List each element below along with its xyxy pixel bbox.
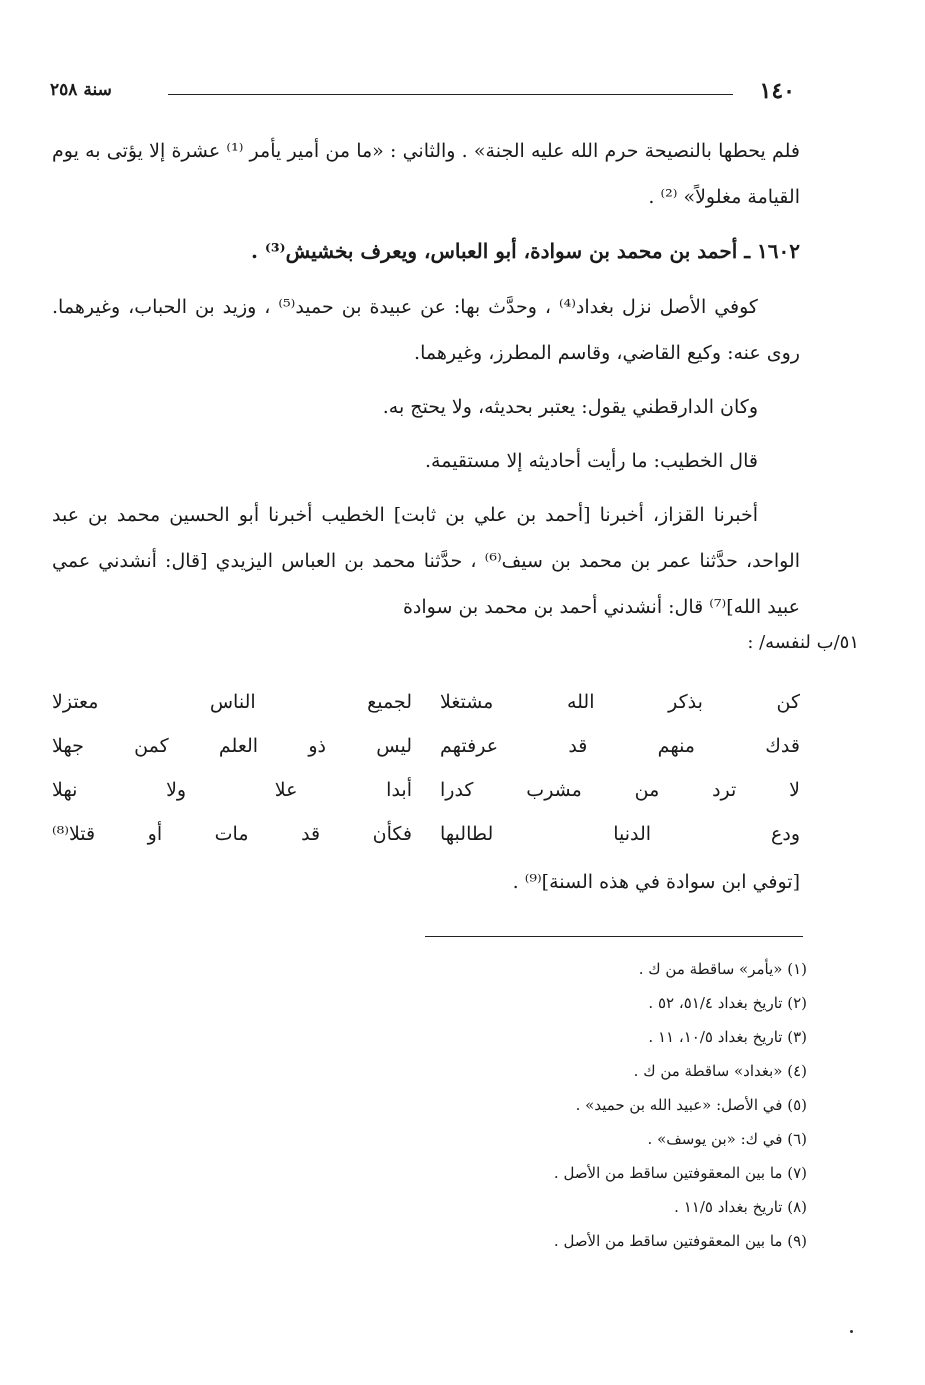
verse-first-hemistich: لا ترد من مشرب كدرا	[440, 779, 800, 801]
margin-folio-note	[747, 632, 859, 653]
poem-verse	[52, 768, 800, 812]
stray-mark	[850, 1330, 853, 1333]
poem	[52, 680, 800, 856]
main-text	[52, 128, 800, 638]
verse-first-hemistich: ودع الدنيا لطالبها	[440, 823, 800, 845]
footnote: (٩) ما بين المعقوفتين ساقط من الأصل .	[553, 1232, 807, 1250]
verse-first-hemistich: قدك منهم قد عرفتهم	[440, 735, 800, 757]
footnote: (٤) «بغداد» ساقطة من ك .	[633, 1062, 807, 1080]
poem-verse	[52, 812, 800, 856]
paragraph-continuation: فلم يحطها بالنصيحة حرم الله عليه الجنة» . والثاني : «ما من أمير يأمر ⁽¹⁾ عشرة إلا يؤتى به يوم القيامة مغلولاً» ⁽²⁾ .	[52, 140, 800, 208]
verse-first-hemistich: كن بذكر الله مشتغلا	[440, 691, 800, 713]
verse-second-hemistich: فكأن قد مات أو قتلا⁽⁸⁾	[52, 823, 412, 845]
footnote: (٧) ما بين المعقوفتين ساقط من الأصل .	[553, 1164, 807, 1182]
folio-marker: ٥١/ب	[816, 632, 859, 653]
footnote-rule	[425, 936, 803, 937]
verse-second-hemistich: لجميع الناس معتزلا	[52, 691, 412, 713]
footnote: (٣) تاريخ بغداد ١٠/٥، ١١ .	[648, 1028, 807, 1046]
isnad-end: لنفسه/ :	[747, 632, 811, 653]
footnote: (٢) تاريخ بغداد ٥١/٤، ٥٢ .	[648, 994, 807, 1012]
entry-heading: ١٦٠٢ ـ أحمد بن محمد بن سوادة، أبو العباس، ويعرف بخشيش⁽³⁾ .	[250, 239, 800, 263]
isnad-text: أخبرنا القزاز، أخبرنا [أحمد بن علي بن ثابت] الخطيب أخبرنا أبو الحسين محمد بن عبد الواحد، حدَّثنا عمر بن محمد بن سيف⁽⁶⁾ ، حدَّثنا محمد بن العباس اليزيدي [قال: أنشدني عمي عبيد الله]⁽⁷⁾ قال: أنشدني أحمد بن محمد بن سوادة	[52, 504, 800, 618]
poem-verse	[52, 680, 800, 724]
paragraph-origin: كوفي الأصل نزل بغداد⁽⁴⁾ ، وحدَّث بها: عن عبيدة بن حميد⁽⁵⁾ ، وزيد بن الحباب، وغيرهما. روى عنه: وكيع القاضي، وقاسم المطرز، وغيرهما.	[52, 296, 800, 364]
footnote: (٥) في الأصل: «عبيد الله بن حميد» .	[575, 1096, 807, 1114]
paragraph-khatib: قال الخطيب: ما رأيت أحاديثه إلا مستقيمة.	[424, 450, 758, 472]
verse-second-hemistich: أبدا علا ولا نهلا	[52, 779, 412, 801]
footnote: (٦) في ك: «بن يوسف» .	[647, 1130, 807, 1148]
running-header	[50, 78, 795, 108]
footnote: (٨) تاريخ بغداد ١١/٥ .	[674, 1198, 807, 1216]
footnotes	[107, 952, 807, 1258]
death-note: [توفي ابن سوادة في هذه السنة]⁽⁹⁾ .	[512, 871, 800, 893]
poem-verse	[52, 724, 800, 768]
header-rule	[168, 94, 733, 95]
paragraph-daraqutni: وكان الدارقطني يقول: يعتبر بحديثه، ولا يحتج به.	[382, 396, 758, 418]
header-year: سنة ٢٥٨	[50, 80, 112, 100]
paragraph-isnad	[52, 492, 800, 630]
footnote: (١) «يأمر» ساقطة من ك .	[638, 960, 807, 978]
page-number: ١٤٠	[759, 78, 795, 104]
verse-second-hemistich: ليس ذو العلم كمن جهلا	[52, 735, 412, 757]
